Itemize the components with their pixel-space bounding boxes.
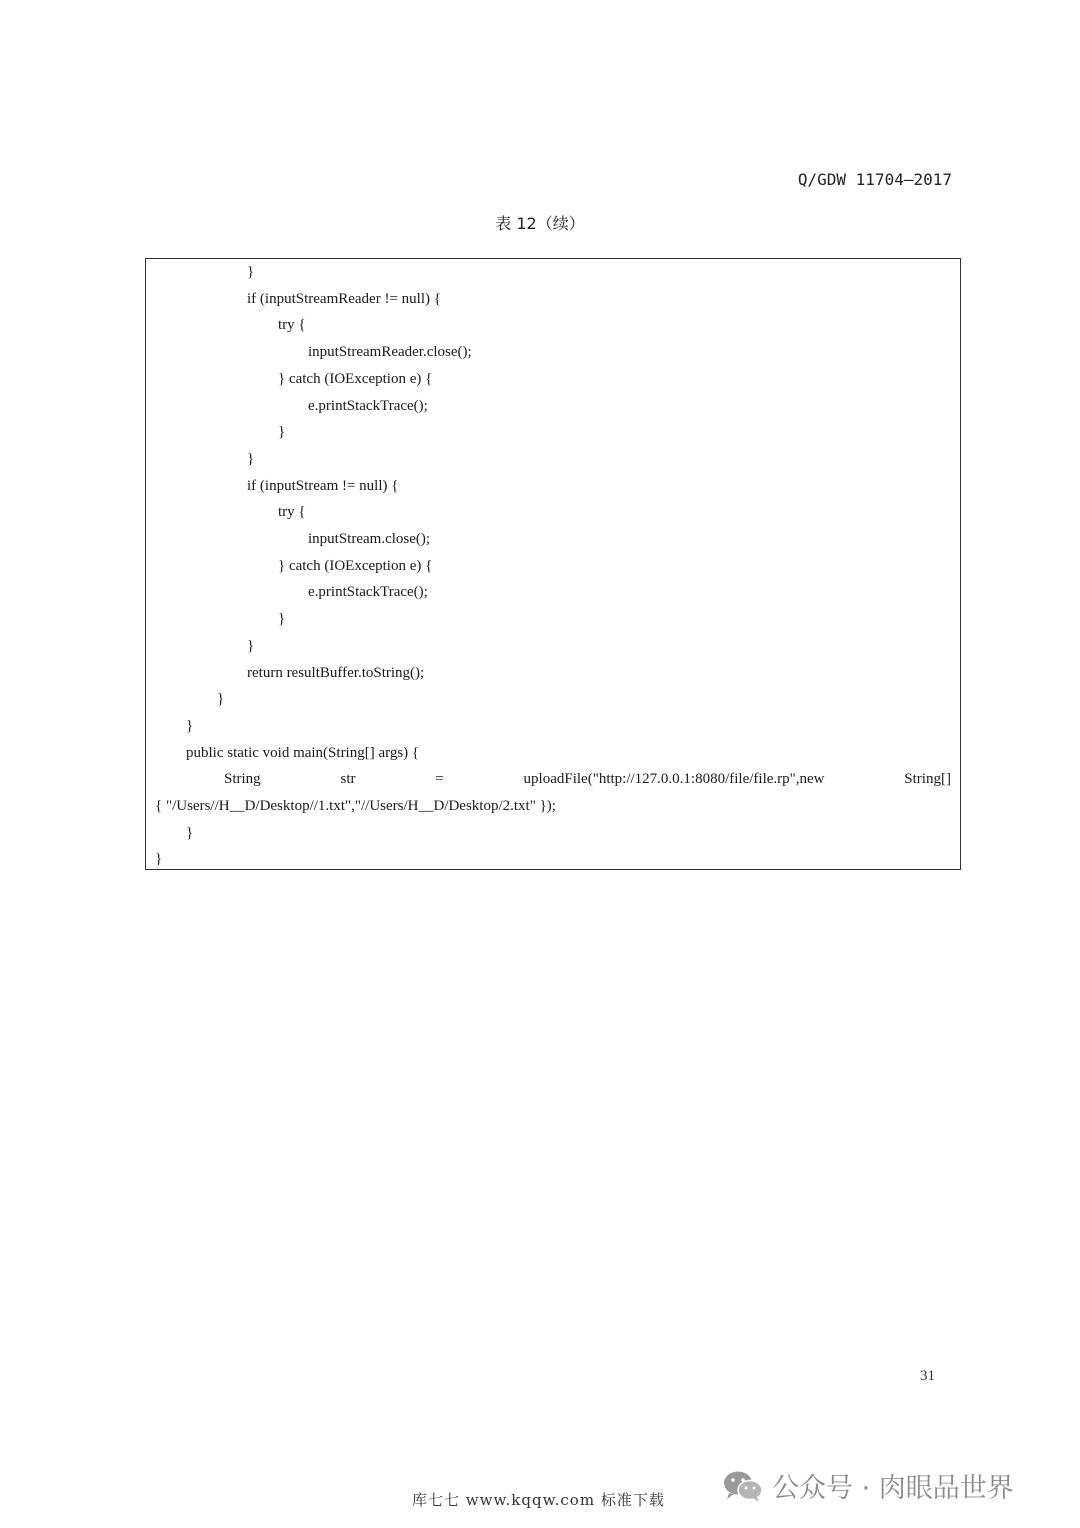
code-token: uploadFile("http://127.0.0.1:8080/file/file.rp",new [523,771,825,788]
wechat-watermark [722,1466,1014,1505]
table-caption: 表 12（续） [495,214,585,233]
code-line: if (inputStream != null) { [247,477,399,494]
code-line: if (inputStreamReader != null) { [247,290,441,307]
code-line: try { [278,317,306,334]
code-line: } [155,851,163,868]
code-line: } [217,691,225,708]
code-token: String[] [904,771,951,788]
code-table [145,258,961,870]
code-line: } catch (IOException e) { [278,557,433,574]
page-number: 31 [920,1368,935,1384]
code-line: inputStream.close(); [308,531,431,547]
code-line: } [186,717,194,734]
code-line: } [247,264,255,280]
code-line: public static void main(String[] args) { [186,744,420,761]
code-token: String [224,771,261,788]
code-line: } [278,424,286,441]
code-line-justified [224,768,951,790]
wechat-icon [722,1469,764,1503]
footer-site-text: 库七七 www.kqqw.com 标准下载 [412,1491,665,1509]
code-line: inputStreamReader.close(); [308,344,472,361]
document-header-code: Q/GDW 11704—2017 [797,170,952,189]
code-line: } [247,637,255,654]
code-line: e.printStackTrace(); [308,584,428,601]
code-line: { "/Users//H__D/Desktop//1.txt","//Users/H__D/Desktop/2.txt" }); [155,798,556,814]
code-token: = [435,771,444,788]
wechat-label: 公众号 · 肉眼品世界 [772,1473,1014,1504]
code-line: try { [278,504,306,521]
code-line: } [247,450,255,467]
code-line: } catch (IOException e) { [278,370,433,387]
code-token: str [340,771,356,788]
code-line: e.printStackTrace(); [308,397,428,414]
code-line: } [278,611,286,628]
code-line: } [186,824,194,841]
code-line: return resultBuffer.toString(); [247,664,425,681]
